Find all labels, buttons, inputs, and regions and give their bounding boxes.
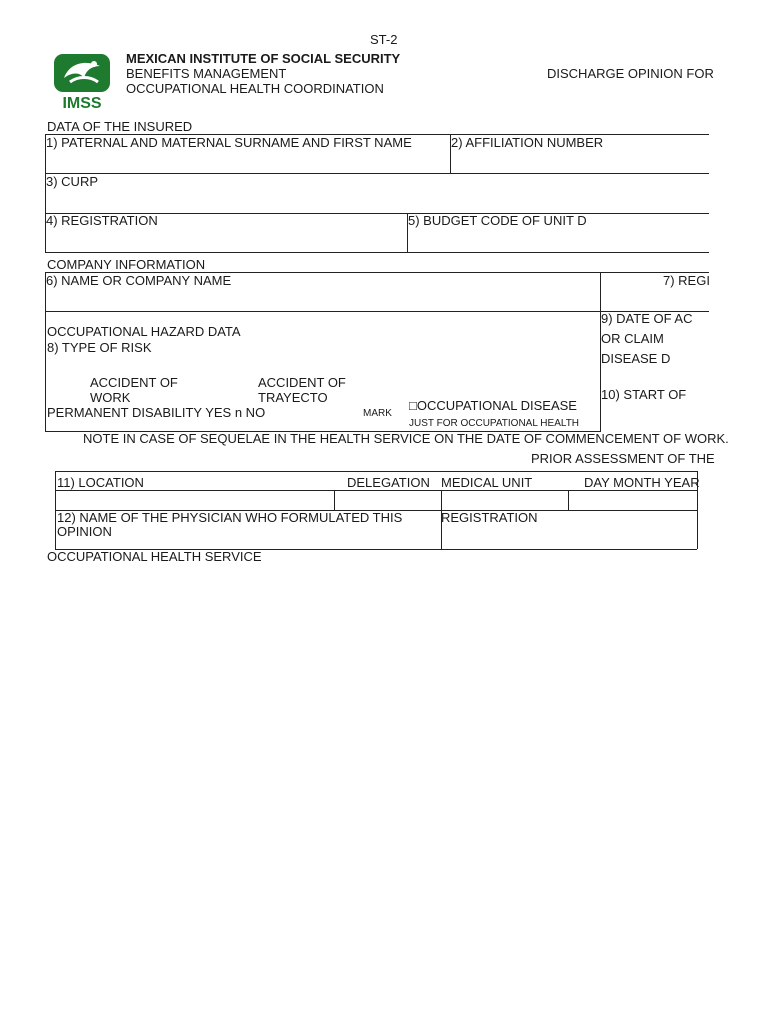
type-of-risk-label: 8) TYPE OF RISK (47, 340, 152, 355)
occupational-disease-option[interactable]: □OCCUPATIONAL DISEASE (409, 398, 577, 413)
registration-field-label[interactable]: 4) REGISTRATION (46, 213, 158, 228)
accident-trayecto-option[interactable]: ACCIDENT OF (258, 375, 346, 390)
company-name-field-label[interactable]: 6) NAME OR COMPANY NAME (46, 273, 232, 288)
imss-logo-icon (50, 52, 114, 110)
accident-date-label-line3: DISEASE D (601, 351, 671, 366)
delegation-label: DELEGATION (347, 475, 430, 490)
logo-text: IMSS (62, 95, 102, 110)
insured-section-title: DATA OF THE INSURED (47, 119, 193, 134)
accident-work-option-line2: WORK (90, 390, 131, 405)
employer-registration-label[interactable]: 7) REGI (663, 273, 710, 288)
department-name: BENEFITS MANAGEMENT (126, 66, 287, 81)
date-label: DAY MONTH YEAR (584, 475, 700, 490)
physician-registration-label[interactable]: REGISTRATION (441, 510, 538, 525)
physician-name-label-line2: OPINION (57, 524, 112, 539)
curp-field-label[interactable]: 3) CURP (46, 174, 99, 189)
budget-code-field-label[interactable]: 5) BUDGET CODE OF UNIT D (408, 213, 587, 228)
hazard-section-title: OCCUPATIONAL HAZARD DATA (47, 324, 241, 339)
medical-unit-label: MEDICAL UNIT (441, 475, 533, 490)
accident-date-label[interactable]: 9) DATE OF AC (601, 311, 693, 326)
institute-name: MEXICAN INSTITUTE OF SOCIAL SECURITY (126, 51, 401, 66)
form-title: DISCHARGE OPINION FOR (547, 66, 714, 81)
physician-name-label[interactable]: 12) NAME OF THE PHYSICIAN WHO FORMULATED THIS (57, 510, 403, 525)
start-date-label[interactable]: 10) START OF (601, 387, 687, 402)
footer-service: OCCUPATIONAL HEALTH SERVICE (47, 549, 262, 564)
company-section-title: COMPANY INFORMATION (47, 257, 206, 272)
sequelae-note: NOTE IN CASE OF SEQUELAE IN THE HEALTH SERVICE ON THE DATE OF COMMENCEMENT OF WORK. (83, 431, 729, 446)
coordination-name: OCCUPATIONAL HEALTH COORDINATION (126, 81, 384, 96)
form-code: ST-2 (370, 32, 398, 47)
prior-assessment-note: PRIOR ASSESSMENT OF THE (531, 451, 715, 466)
accident-work-option[interactable]: ACCIDENT OF (90, 375, 178, 390)
surname-field-label[interactable]: 1) PATERNAL AND MATERNAL SURNAME AND FIRST NAME (46, 135, 412, 150)
mark-label: MARK (363, 408, 392, 419)
occupational-health-note: JUST FOR OCCUPATIONAL HEALTH (409, 418, 580, 429)
accident-trayecto-option-line2: TRAYECTO (258, 390, 328, 405)
permanent-disability-option[interactable]: PERMANENT DISABILITY YES n NO (47, 405, 266, 420)
location-label: 11) LOCATION (57, 475, 144, 490)
accident-date-label-line2: OR CLAIM (601, 331, 664, 346)
affiliation-field-label[interactable]: 2) AFFILIATION NUMBER (451, 135, 604, 150)
